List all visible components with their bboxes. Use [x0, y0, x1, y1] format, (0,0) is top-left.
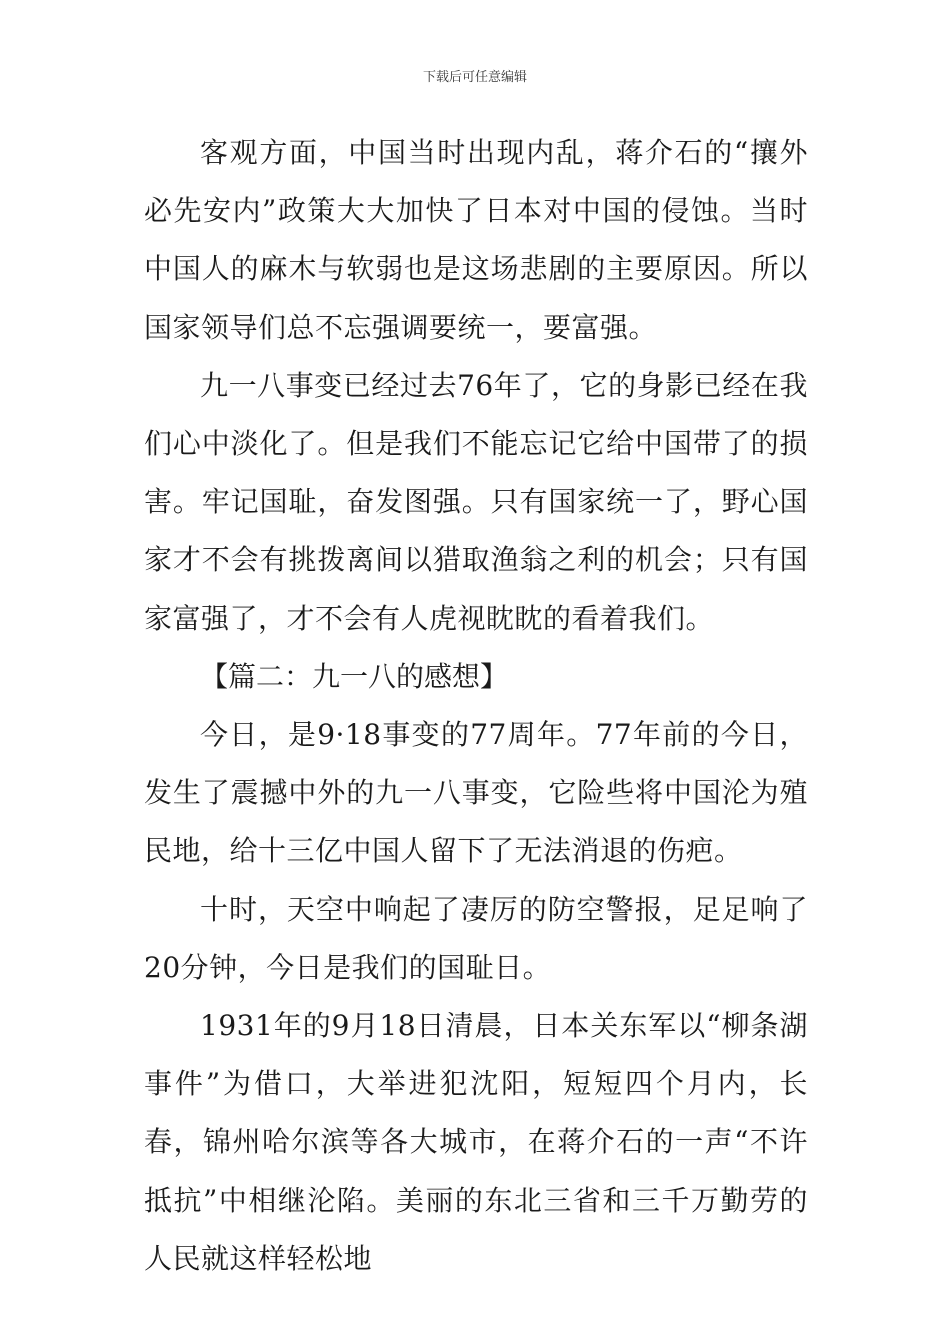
section-heading: 【篇二：九一八的感想】	[200, 659, 509, 693]
paragraph-history-1931: 1931年的9月18日清晨，日本关东军以“柳条湖事件”为借口，大举进犯沈阳，短短四个月内，长春，锦州哈尔滨等各大城市，在蒋介石的一声“不许抵抗”中相继沦陷。美丽的东北三省和三千万勤劳的人民就这样轻松地	[144, 1009, 808, 1275]
paragraph-remember-humiliation: 九一八事变已经过去76年了，它的身影已经在我们心中淡化了。但是我们不能忘记它给中国带了的损害。牢记国耻，奋发图强。只有国家统一了，野心国家才不会有挑拨离间以猎取渔翁之利的机会；只有国家富强了，才不会有人虎视眈眈的看着我们。	[144, 368, 808, 635]
document-body	[144, 124, 808, 1288]
paragraph-objective-reasons: 客观方面，中国当时出现内乱，蒋介石的“攘外必先安内”政策大大加快了日本对中国的侵蚀。当时中国人的麻木与软弱也是这场悲剧的主要原因。所以国家领导们总不忘强调要统一，要富强。	[144, 136, 808, 344]
paragraph-anniversary: 今日，是9·18事变的77周年。77年前的今日，发生了震撼中外的九一八事变，它险些将中国沦为殖民地，给十三亿中国人留下了无法消退的伤疤。	[144, 718, 808, 868]
page-header: 下载后可任意编辑	[422, 70, 527, 85]
paragraph-air-raid-siren: 十时，天空中响起了凄厉的防空警报，足足响了20分钟，今日是我们的国耻日。	[144, 892, 808, 984]
